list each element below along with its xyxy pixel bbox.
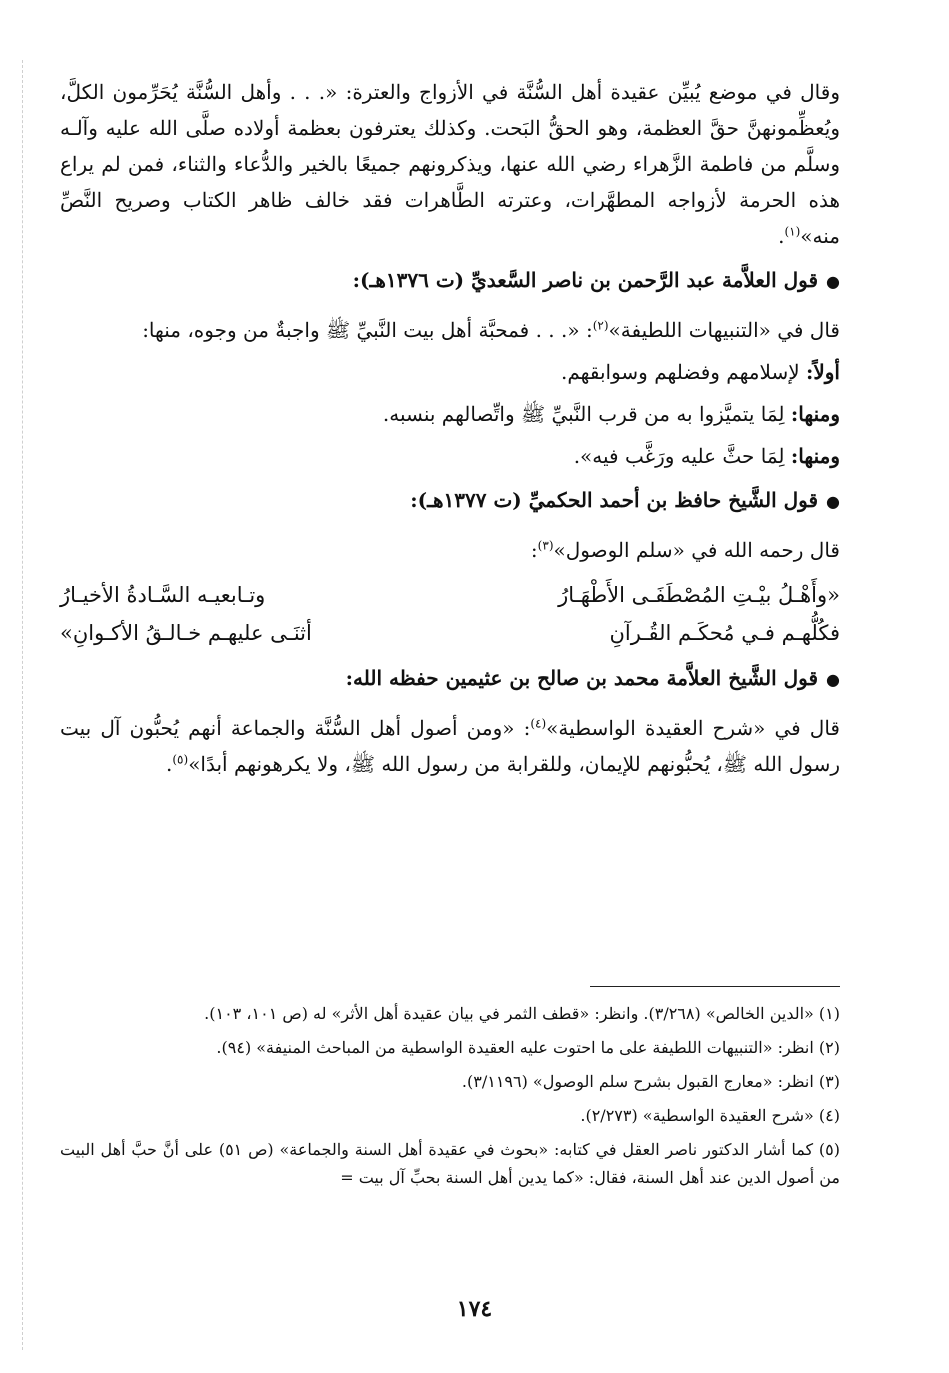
footnote-ref-2: (٢): [592, 318, 609, 333]
list-item-3: [60, 438, 840, 474]
bullet-icon: ●: [826, 272, 840, 291]
paragraph-4-end: .: [166, 752, 173, 776]
poem-verse-1: [60, 576, 840, 614]
footnote-ref-5: (٥): [172, 752, 189, 767]
paragraph-1: وقال في موضع يُبيِّن عقيدة أهل السُّنَّة في الأزواج والعترة: «. . . وأهل السُّنَّة يُحَرِّمون الكلَّ، ويُعظِّمونهنَّ حقَّ العظمة، وهو الحقُّ البَحت. وكذلك يعترفون بعظمة أولاده صلَّى الله عليه وآلـه وسلَّم من فاطمة الزَّهراء رضي الله عنها، ويذكرونهم جميعًا بالخير والدُّعاء والثناء، فمن لم يراع هذه الحرمة لأزواجه المطهَّرات، وعترته الطَّاهرات فقد خالف ظاهر الكتاب وصريح النَّصِّ منه»$^{(١)}$.: [60, 80, 841, 248]
paragraph-4-text-b: : «ومن أصول أهل السُّنَّة والجماعة أنهم يُحبُّون آل بيت رسول الله ﷺ، يُحبُّونهم للإيمان، وللقرابة من رسول الله ﷺ، ولا يكرهونهم أبدًا»: [60, 716, 840, 776]
footnote-separator: [590, 986, 840, 987]
footnote-4: (٤) «شرح العقيدة الواسطية» (٢/٢٧٣).: [580, 1106, 840, 1125]
paragraph-2-text-a: قال في «التنبيهات اللطيفة»: [608, 318, 840, 342]
heading-hakami: [60, 482, 840, 520]
heading-uthaymeen-text: قول الشَّيخ العلاَّمة محمد بن صالح بن عثيمين حفظه الله:: [345, 666, 819, 690]
footnote-ref-3: (٣): [537, 538, 554, 553]
heading-hakami-text: قول الشَّيخ حافظ بن أحمد الحكميِّ (ت ١٣٧٧هـ):: [410, 488, 819, 512]
footnote-1: (١) «الدين الخالص» (٣/٢٦٨). وانظر: «قطف الثمر في بيان عقيدة أهل الأثر» له (ص ١٠١، ١٠٣).: [204, 1004, 840, 1023]
list-item-2-text: لِمَا يتميَّزوا به من قرب النَّبيِّ ﷺ واتِّصالهم بنسبه.: [382, 402, 785, 426]
poem-verse-1-second-hemistich: وتـابعيـه السَّـادةُ الأخيـارُ: [60, 583, 266, 607]
list-item-2: [60, 396, 840, 432]
footnote-5: (٥) كما أشار الدكتور ناصر العقل في كتابه: «بحوث في عقيدة أهل السنة والجماعة» (ص ٥١) على أنَّ حبَّ أهل البيت من أصول الدين عند أهل السنة، فقال: «كما يدين أهل السنة بحبِّ آل بيت =: [60, 1140, 840, 1187]
list-item-1-text: لإسلامهم وفضلهم وسوابقهم.: [560, 360, 800, 384]
footnote-3: (٣) انظر: «معارج القبول بشرح سلم الوصول» (٣/١١٩٦).: [461, 1072, 840, 1091]
footnotes: [60, 1000, 840, 1198]
bullet-icon: ●: [826, 670, 840, 689]
list-item-1: [60, 354, 840, 390]
paragraph-4-text-a: قال في «شرح العقيدة الواسطية»: [546, 716, 840, 740]
list-item-1-label: أولاً:: [805, 360, 840, 384]
heading-saadi: [60, 262, 840, 300]
scan-edge-line: [22, 60, 23, 1350]
paragraph-2-text-b: : «. . . فمحبَّة أهل بيت النَّبيِّ ﷺ واجبةٌ من وجوه، منها:: [142, 318, 593, 342]
list-item-3-label: ومنها:: [790, 444, 840, 468]
footnote-2: (٢) انظر: «التنبيهات اللطيفة على ما احتوت عليه العقيدة الواسطية من المباحث المنيفة» (٩٤).: [216, 1038, 840, 1057]
poem: [60, 576, 840, 652]
poem-verse-2: [60, 614, 840, 652]
page-number: ١٧٤: [456, 1296, 493, 1322]
main-text: [60, 74, 840, 788]
paragraph-3: [60, 532, 840, 568]
paragraph-4: [60, 710, 840, 782]
paragraph-2: [60, 312, 840, 348]
heading-uthaymeen: [60, 660, 840, 698]
heading-saadi-text: قول العلاَّمة عبد الرَّحمن بن ناصر السَّعديِّ (ت ١٣٧٦هـ):: [352, 268, 819, 292]
footnote-ref-1: (١): [784, 224, 801, 239]
paragraph-3-text-a: قال رحمه الله في «سلم الوصول»: [553, 538, 840, 562]
paragraph-1-text: وقال في موضع يُبيِّن عقيدة أهل السُّنَّة في الأزواج والعترة: «. . . وأهل السُّنَّة يُحَرِّمون الكلَّ، ويُعظِّمونهنَّ حقَّ العظمة، وهو الحقُّ البَحت. وكذلك يعترفون بعظمة أولاده صلَّى الله عليه وآلـه وسلَّم من فاطمة الزَّهراء رضي الله عنها، ويذكرونهم جميعًا بالخير والدُّعاء والثناء، فمن لم يراع هذه الحرمة لأزواجه المطهَّرات، وعترته الطَّاهرات فقد خالف ظاهر الكتاب وصريح النَّصِّ منه»: [60, 80, 841, 248]
paragraph-3-text-b: :: [530, 538, 538, 562]
bullet-icon: ●: [826, 492, 840, 511]
poem-verse-2-first-hemistich: فكُلُّهـم فـي مُحكَـم القُـرآنِ: [609, 621, 840, 645]
poem-verse-2-second-hemistich: أثنَـى عليهـم خـالـقُ الأكـوانِ»: [60, 621, 312, 645]
list-item-3-text: لِمَا حثَّ عليه ورَغَّب فيه».: [573, 444, 785, 468]
footnote-ref-4: (٤): [530, 716, 547, 731]
list-item-2-label: ومنها:: [790, 402, 840, 426]
poem-verse-1-first-hemistich: «وأَهْـلُ بيْـتِ المُصْطَفَـى الأَطْهَـارُ: [558, 583, 840, 607]
